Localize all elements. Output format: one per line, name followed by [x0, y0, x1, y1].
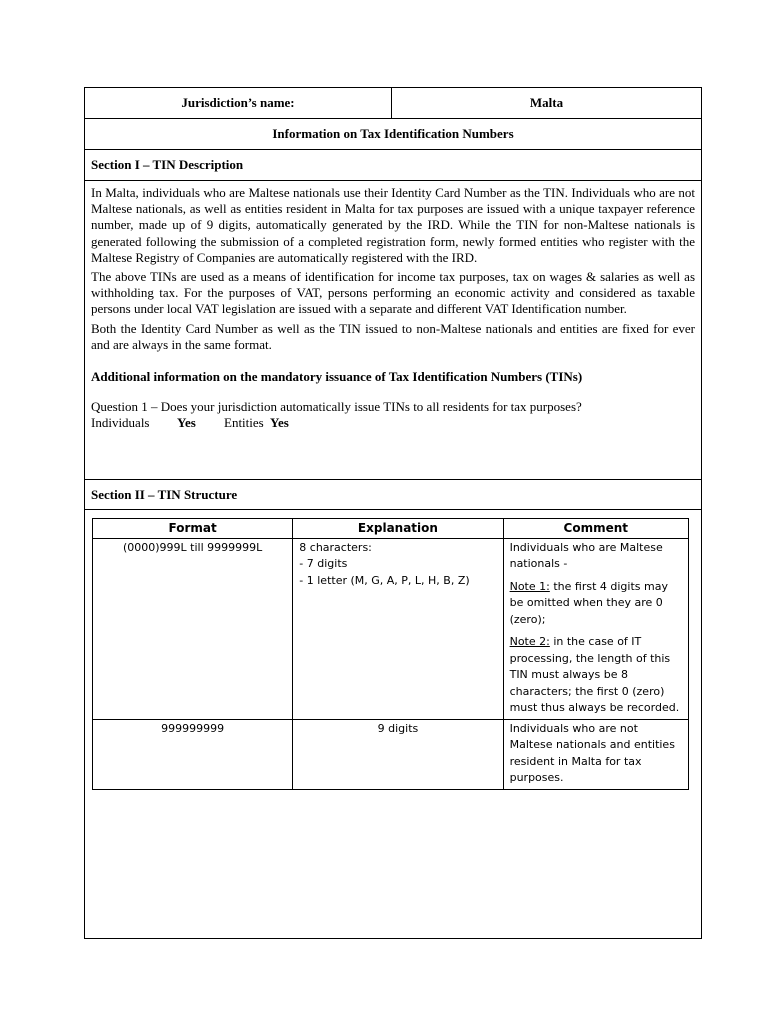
- note-2-label: Note 2:: [509, 635, 550, 648]
- explanation-cell: [293, 538, 503, 719]
- note-2-text: in the case of IT processing, the length of this TIN must always be 8 characters; the first 0 (zero) must thus always be recorded.: [509, 635, 680, 714]
- entities-label: Entities: [224, 415, 264, 431]
- explanation-line: - 7 digits: [299, 557, 348, 570]
- question-1-answers: [91, 415, 695, 431]
- format-cell: 999999999: [93, 719, 293, 789]
- header-comment: Comment: [503, 519, 688, 539]
- jurisdiction-row: [85, 88, 701, 119]
- header-format: Format: [93, 519, 293, 539]
- section2-title: Section II – TIN Structure: [85, 480, 701, 510]
- comment-note-1: [510, 579, 682, 629]
- info-title: Information on Tax Identification Numbers: [85, 119, 701, 150]
- jurisdiction-label: Jurisdiction’s name:: [85, 88, 392, 118]
- table-header-row: [93, 519, 689, 539]
- comment-cell: Individuals who are not Maltese nationals and entities resident in Malta for tax purposes.: [503, 719, 688, 789]
- tin-document-frame: [84, 87, 702, 939]
- jurisdiction-value: Malta: [529, 95, 564, 110]
- note-1-label: Note 1:: [509, 579, 550, 593]
- format-cell: (0000)999L till 9999999L: [93, 538, 293, 719]
- description-paragraph: Both the Identity Card Number as well as the TIN issued to non-Maltese nationals and entities are fixed for ever and are always in the same format.: [91, 320, 695, 352]
- table-row: [93, 538, 689, 719]
- explanation-line: 8 characters:: [299, 540, 372, 554]
- section1-title: Section I – TIN Description: [85, 150, 701, 181]
- comment-intro: Individuals who are Maltese nationals -: [509, 540, 663, 570]
- note-1-text: the first 4 digits may be omitted when they are 0 (zero);: [509, 579, 668, 626]
- explanation-line: - 1 letter (M, G, A, P, L, H, B, Z): [299, 573, 470, 587]
- individuals-label: Individuals: [91, 415, 150, 431]
- explanation-cell: 9 digits: [293, 719, 503, 789]
- entities-answer: Yes: [270, 415, 289, 431]
- description-paragraph: In Malta, individuals who are Maltese nationals use their Identity Card Number as the TIN. Individuals who are not Maltese nationals, as well as entities resident in Malta for tax purposes are issued with a unique taxpayer reference number, made up of 9 digits, automatically generated by the IRD. While the TIN for non-Maltese nationals is generated following the submission of a completed registration form, newly formed entities who register with the Maltese Registry of Companies are automatically registered with the IRD.: [91, 185, 695, 265]
- individuals-answer: Yes: [177, 415, 196, 431]
- section1-description: [85, 181, 701, 480]
- header-explanation: Explanation: [293, 519, 503, 539]
- comment-cell: [503, 538, 688, 719]
- additional-info-heading: Additional information on the mandatory issuance of Tax Identification Numbers (TINs): [91, 369, 583, 385]
- comment-note-2: [510, 634, 682, 717]
- table-row: [93, 719, 689, 789]
- question-1: Question 1 – Does your jurisdiction automatically issue TINs to all residents for tax purposes?: [91, 399, 582, 415]
- description-paragraph: The above TINs are used as a means of identification for income tax purposes, tax on wages & salaries as well as withholding tax. For the purposes of VAT, persons performing an economic activity and considered as taxable persons under local VAT legislation are issued with a separate and different VAT Identification number.: [91, 269, 695, 317]
- tin-structure-table: [92, 518, 689, 790]
